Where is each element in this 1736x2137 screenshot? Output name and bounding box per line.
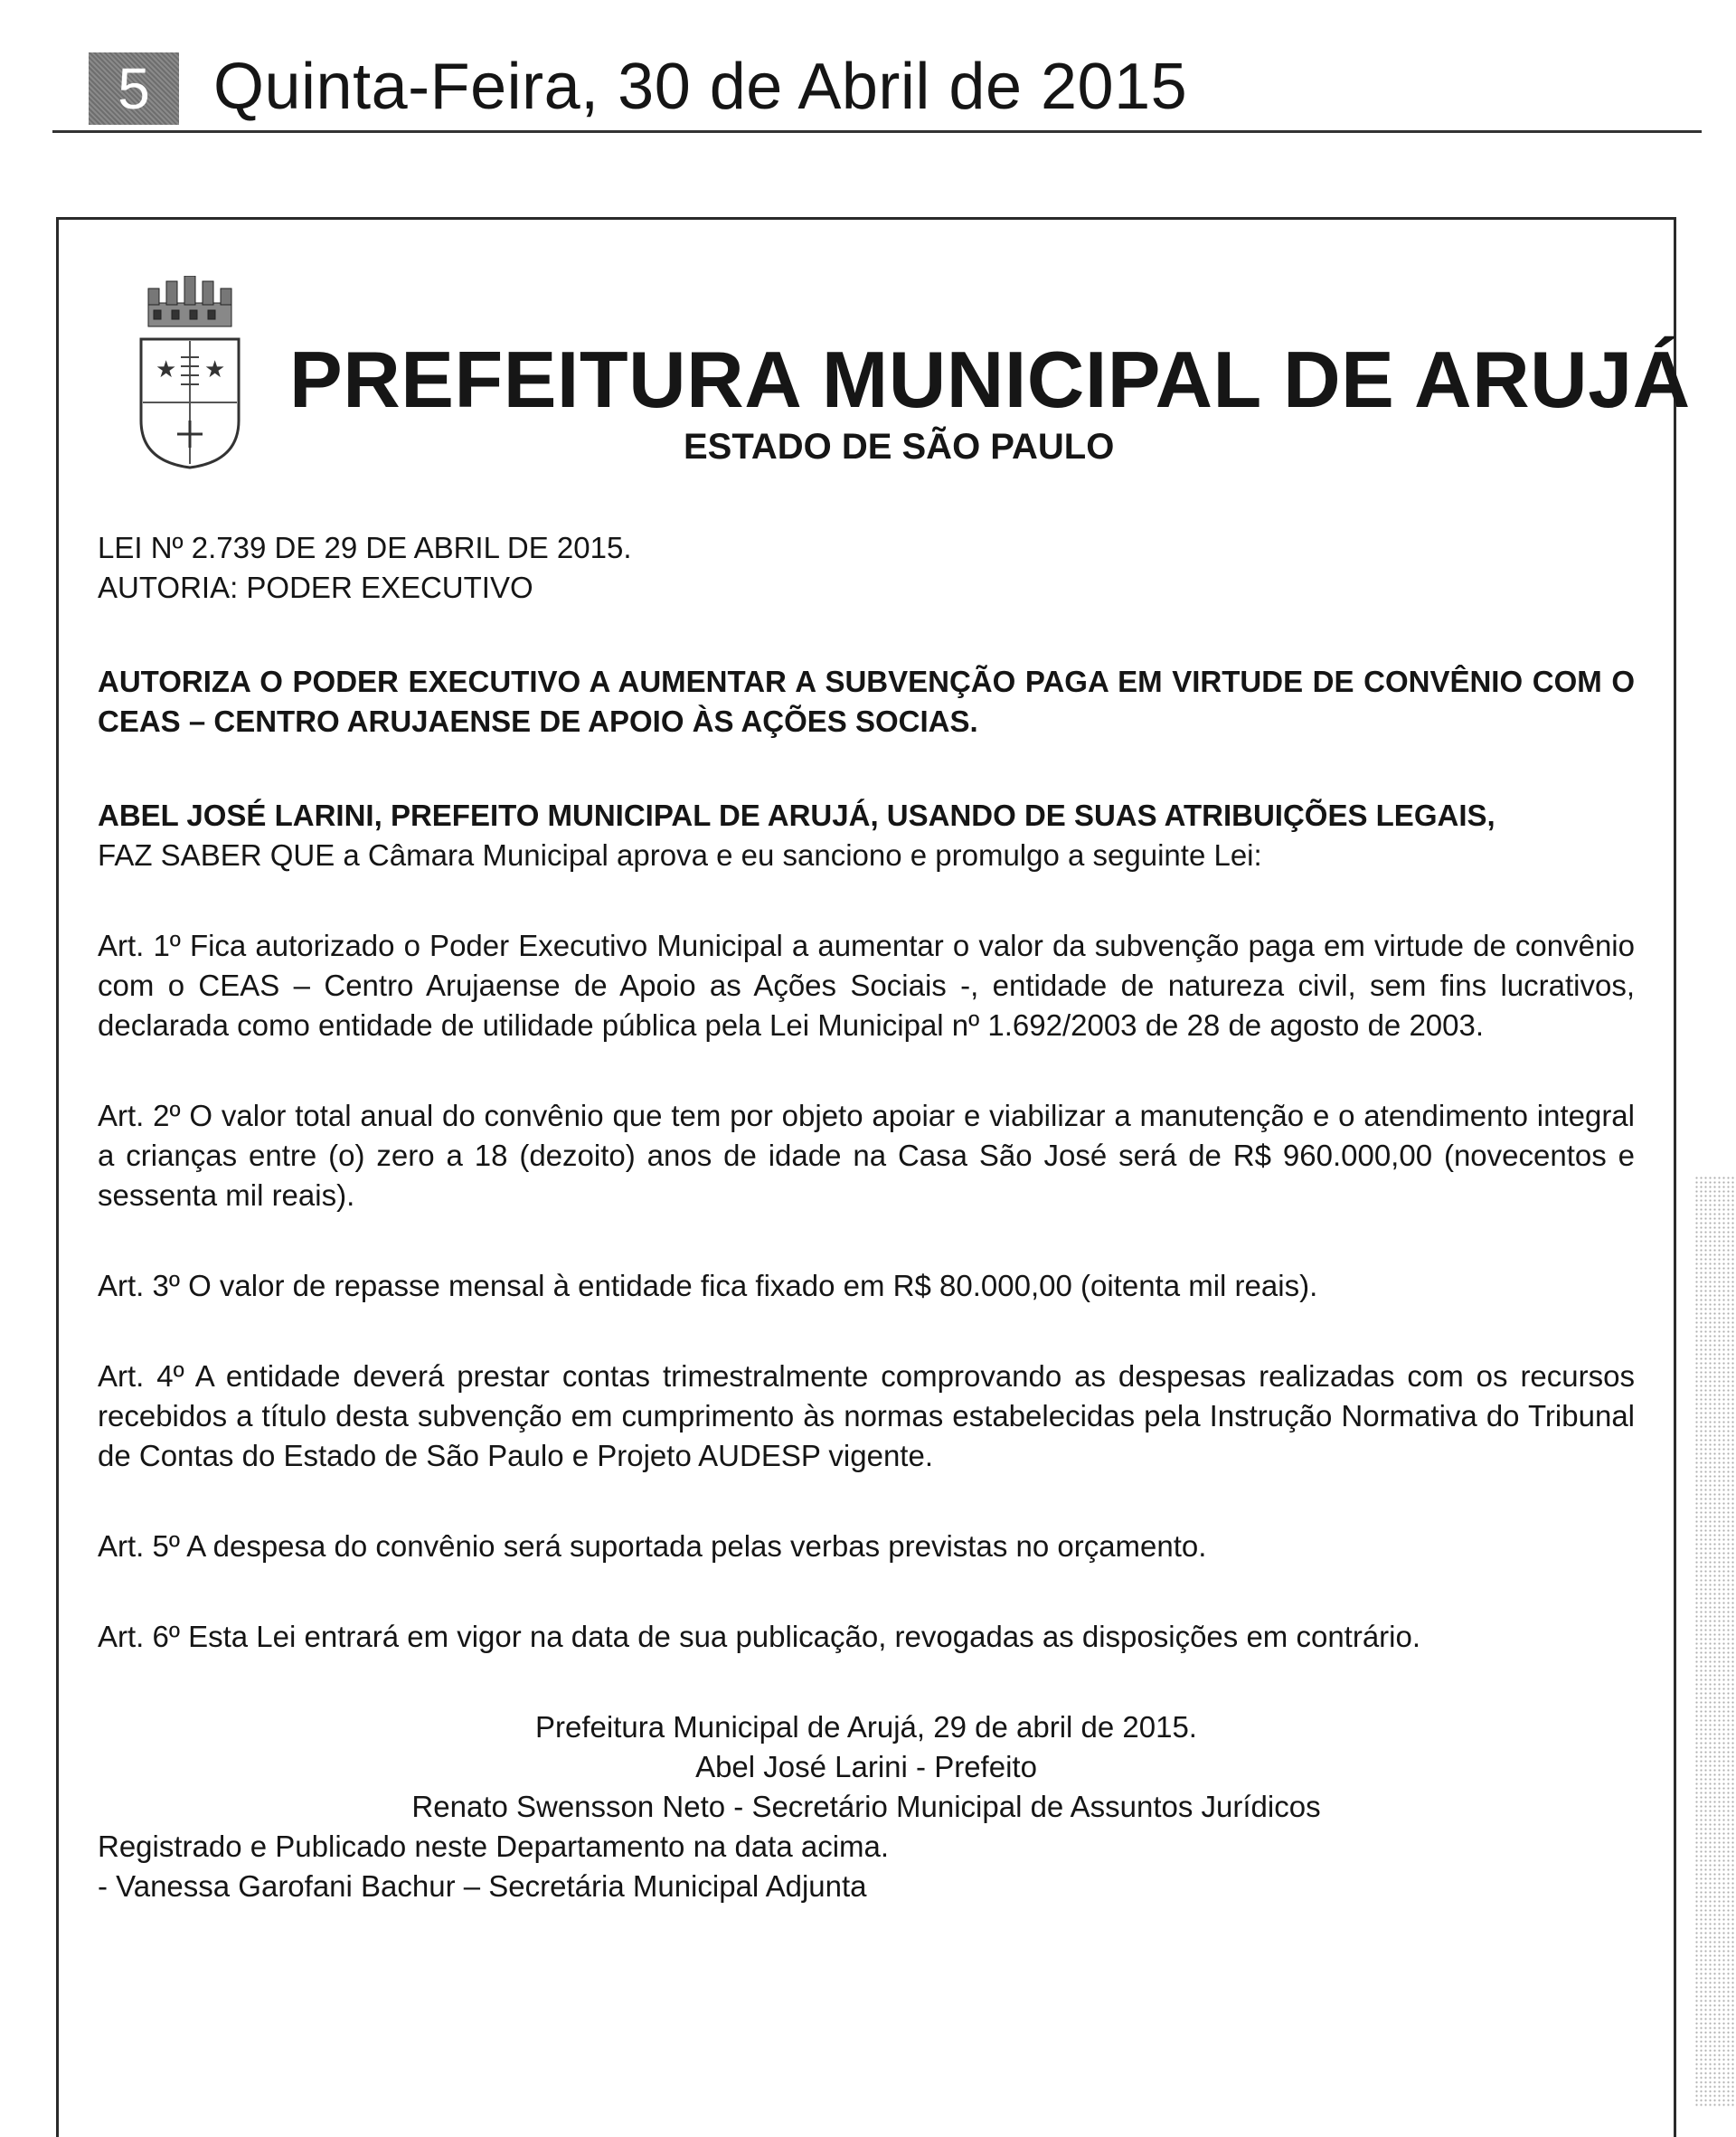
scan-speckle-strip <box>1694 1176 1736 2108</box>
article-2: Art. 2º O valor total anual do convênio que tem por objeto apoiar e viabilizar a manutenção e o atendimento integral a crianças entre (o) zero a 18 (dezoito) anos de idade na Casa São José será de R$ 960.000,00 (novecentos e sessenta mil reais). <box>98 1099 1635 1212</box>
article-6: Art. 6º Esta Lei entrará em vigor na data de sua publicação, revogadas as disposições em contrário. <box>98 1620 1421 1653</box>
page-date: Quinta-Feira, 30 de Abril de 2015 <box>213 51 1188 123</box>
signature-registration: Registrado e Publicado neste Departamento na data acima. <box>98 1830 890 1863</box>
svg-text:★: ★ <box>156 356 177 383</box>
article-1: Art. 1º Fica autorizado o Poder Executivo Municipal a aumentar o valor da subvenção paga em virtude de convênio com o CEAS – Centro Arujaense de Apoio as Ações Sociais -, entidade de natureza civil, sem fins lucrativos, declarada como entidade de utilidade pública pela Lei Municipal nº 1.692/2003 de 28 de agosto de 2003. <box>98 929 1635 1042</box>
law-body <box>98 528 1635 1906</box>
law-authorship: AUTORIA: PODER EXECUTIVO <box>98 571 533 604</box>
svg-text:★: ★ <box>204 356 226 383</box>
law-number: LEI Nº 2.739 DE 29 DE ABRIL DE 2015. <box>98 531 632 564</box>
law-ementa: AUTORIZA O PODER EXECUTIVO A AUMENTAR A SUBVENÇÃO PAGA EM VIRTUDE DE CONVÊNIO COM O CEAS – CENTRO ARUJAENSE DE APOIO ÀS AÇÕES SOCIAS. <box>98 665 1635 738</box>
signature-mayor: Abel José Larini - Prefeito <box>695 1750 1037 1783</box>
article-4: Art. 4º A entidade deverá prestar contas trimestralmente comprovando as despesas realizadas com os recursos recebidos a título desta subvenção em cumprimento às normas estabelecidas pela Instrução Normativa do Tribunal de Contas do Estado de São Paulo e Projeto AUDESP vigente. <box>98 1359 1635 1472</box>
page-number: 5 <box>89 52 179 125</box>
signature-secretary: Renato Swensson Neto - Secretário Municipal de Assuntos Jurídicos <box>411 1790 1321 1823</box>
page-header <box>52 43 1702 133</box>
law-header <box>98 528 1635 608</box>
municipality-title: PREFEITURA MUNICIPAL DE ARUJÁ <box>289 335 1691 424</box>
signature-place-date: Prefeitura Municipal de Arujá, 29 de abril de 2015. <box>535 1710 1197 1744</box>
coat-of-arms-icon <box>136 276 244 470</box>
law-intro-bold: ABEL JOSÉ LARINI, PREFEITO MUNICIPAL DE ARUJÁ, USANDO DE SUAS ATRIBUIÇÕES LEGAIS, <box>98 799 1495 832</box>
signature-block <box>98 1707 1635 1906</box>
municipality-subtitle: ESTADO DE SÃO PAULO <box>684 427 1115 467</box>
article-5: Art. 5º A despesa do convênio será suportada pelas verbas previstas no orçamento. <box>98 1529 1207 1563</box>
law-intro-text: FAZ SABER QUE a Câmara Municipal aprova e eu sanciono e promulgo a seguinte Lei: <box>98 838 1262 872</box>
law-intro <box>98 796 1635 875</box>
signature-adjunct: - Vanessa Garofani Bachur – Secretária Municipal Adjunta <box>98 1869 867 1903</box>
article-3: Art. 3º O valor de repasse mensal à entidade fica fixado em R$ 80.000,00 (oitenta mil reais). <box>98 1269 1318 1302</box>
